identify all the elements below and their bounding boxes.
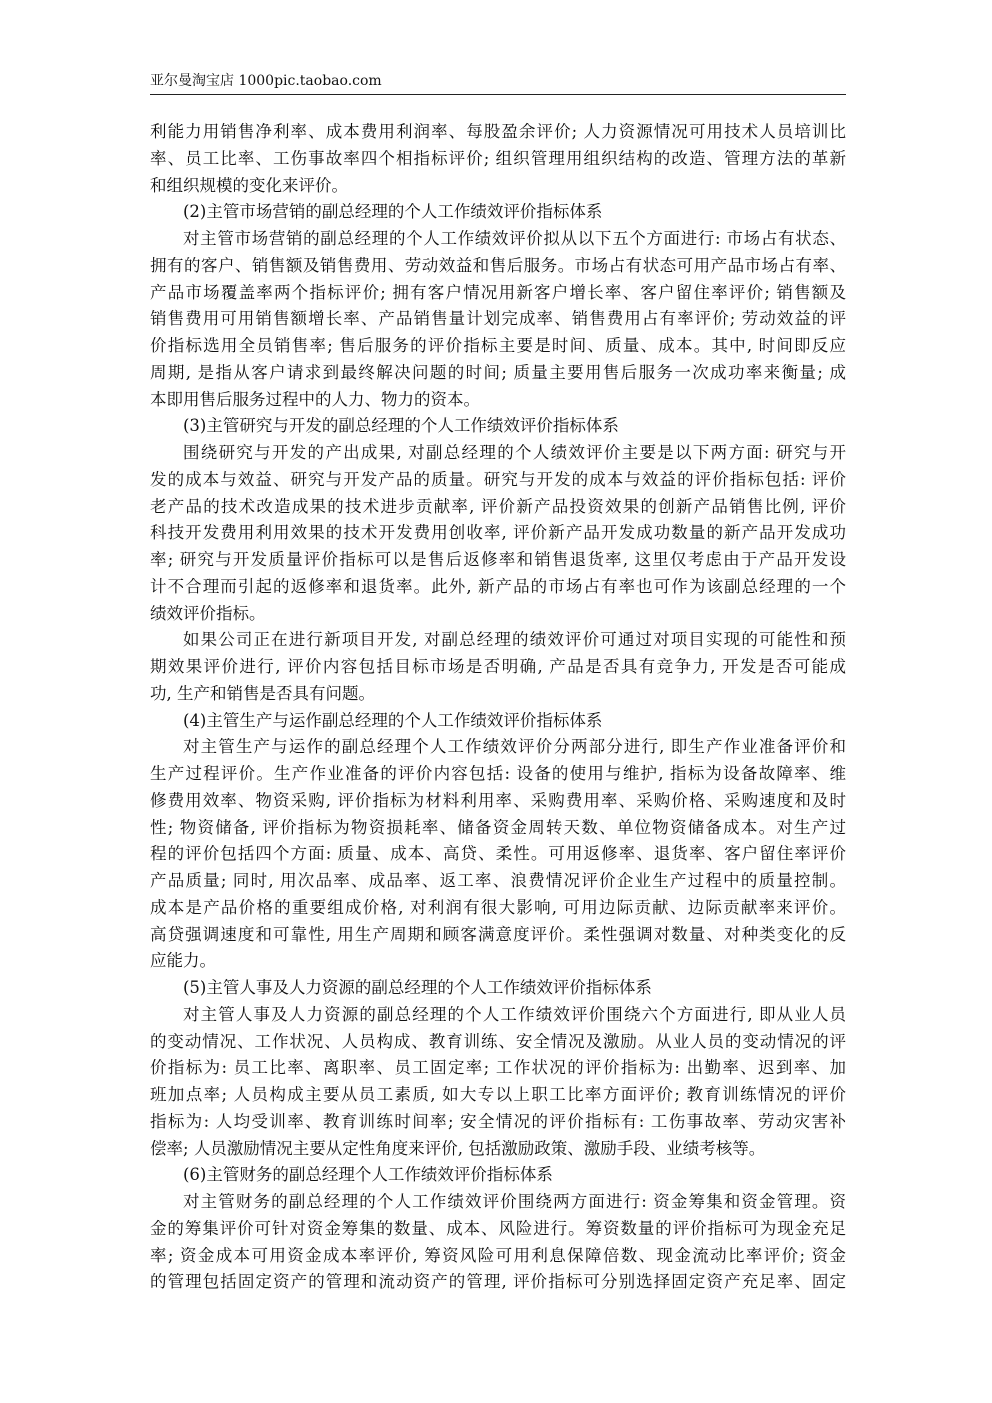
text-line: 拥有的客户、销售额及销售费用、劳动效益和售后服务。市场占有状态可用产品市场占有率、 (150, 255, 846, 275)
text-line: 科技开发费用利用效果的技术开发费用创收率, 评价新产品开发成功数量的新产品开发成功 (150, 523, 846, 543)
text-line: 生产过程评价。生产作业准备的评价内容包括: 设备的使用与维护, 指标为设备故障率、维 (150, 764, 846, 783)
section-heading: (6)主管财务的副总经理个人工作绩效评价指标体系 (183, 1165, 553, 1185)
header-text: 亚尔曼淘宝店 1000pic.taobao.com (150, 73, 382, 89)
text-line: 对主管生产与运作的副总经理个人工作绩效评价分两部分进行, 即生产作业准备评价和 (183, 737, 846, 757)
text-line: 围绕研究与开发的产出成果, 对副总经理的个人绩效评价主要是以下两方面: 研究与开 (183, 443, 846, 462)
section-heading: (5)主管人事及人力资源的副总经理的个人工作绩效评价指标体系 (183, 978, 652, 997)
text-line: 班加点率; 人员构成主要从员工素质, 如大专以上职工比率方面评价; 教育训练情况的评价 (150, 1085, 846, 1104)
text-line: 对主管财务的副总经理的个人工作绩效评价围绕两方面进行: 资金筹集和资金管理。资 (183, 1192, 846, 1211)
text-line: 价指标为: 员工比率、离职率、员工固定率; 工作状况的评价指标为: 出勤率、迟到率、加 (150, 1058, 846, 1078)
text-line: 本即用售后服务过程中的人力、物力的资本。 (150, 389, 480, 409)
text-line: 率、员工比率、工伤事故率四个相指标评价; 组织管理用组织结构的改造、管理方法的革新 (150, 148, 846, 168)
text-line: 高贷强调速度和可靠性, 用生产周期和顾客满意度评价。柔性强调对数量、对种类变化的反 (150, 924, 846, 944)
section-heading: (2)主管市场营销的副总经理的个人工作绩效评价指标体系 (183, 202, 603, 222)
text-line: 金的筹集评价可针对资金筹集的数量、成本、风险进行。筹资数量的评价指标可为现金充足 (150, 1218, 846, 1238)
text-line: 的管理包括固定资产的管理和流动资产的管理, 评价指标可分别选择固定资产充足率、固定 (150, 1272, 846, 1292)
text-line: 率; 资金成本可用资金成本率评价, 筹资风险可用利息保障倍数、现金流动比率评价; 资金 (150, 1245, 846, 1265)
text-line: 绩效评价指标。 (150, 603, 266, 623)
text-line: 率; 研究与开发质量评价指标可以是售后返修率和销售退货率, 这里仅考虑由于产品开发设 (150, 550, 846, 569)
text-line: 如果公司正在进行新项目开发, 对副总经理的绩效评价可通过对项目实现的可能性和预 (183, 630, 846, 650)
text-line: 价指标选用全员销售率; 售后服务的评价指标主要是时间、质量、成本。其中, 时间即反应 (150, 336, 846, 355)
text-line: 修费用效率、物资采购, 评价指标为材料利用率、采购费用率、采购价格、采购速度和及时 (150, 790, 846, 810)
text-line: 对主管人事及人力资源的副总经理的个人工作绩效评价围绕六个方面进行, 即从业人员 (183, 1004, 846, 1024)
body-text (150, 119, 846, 1296)
text-line: 功, 生产和销售是否具有问题。 (150, 683, 375, 703)
text-line: 计不合理而引起的返修率和退货率。此外, 新产品的市场占有率也可作为该副总经理的一个 (150, 576, 846, 596)
text-line: 的变动情况、工作状况、人员构成、教育训练、安全情况及激励。从业人员的变动情况的评 (150, 1031, 846, 1051)
text-line: 程的评价包括四个方面: 质量、成本、高贷、柔性。可用返修率、退货率、客户留住率评价 (150, 844, 846, 864)
text-line: 指标为: 人均受训率、教育训练时间率; 安全情况的评价指标有: 工伤事故率、劳动灾害补 (150, 1111, 846, 1131)
text-line: 发的成本与效益、研究与开发产品的质量。研究与开发的成本与效益的评价指标包括: 评价 (150, 469, 846, 489)
text-line: 老产品的技术改造成果的技术进步贡献率, 评价新产品投资效果的创新产品销售比例, 评价 (150, 496, 846, 516)
text-line: 产品质量; 同时, 用次品率、成品率、返工率、浪费情况评价企业生产过程中的质量控制。 (150, 871, 846, 890)
section-heading: (4)主管生产与运作副总经理的个人工作绩效评价指标体系 (183, 710, 603, 730)
page-header (150, 72, 846, 95)
text-line: 利能力用销售净利率、成本费用利润率、每股盈余评价; 人力资源情况可用技术人员培训比 (150, 122, 846, 141)
text-line: 产品市场覆盖率两个指标评价; 拥有客户情况用新客户增长率、客户留住率评价; 销售额及 (150, 282, 846, 302)
text-line: 应能力。 (150, 951, 216, 971)
section-heading: (3)主管研究与开发的副总经理的个人工作绩效评价指标体系 (183, 416, 619, 436)
text-line: 和组织规模的变化来评价。 (150, 175, 348, 195)
text-line: 对主管市场营销的副总经理的个人工作绩效评价拟从以下五个方面进行: 市场占有状态、 (183, 229, 846, 248)
text-line: 销售费用可用销售额增长率、产品销售量计划完成率、销售费用占有率评价; 劳动效益的评 (150, 309, 846, 329)
text-line: 成本是产品价格的重要组成价格, 对利润有很大影响, 可用边际贡献、边际贡献率来评价。 (150, 897, 846, 917)
text-line: 偿率; 人员激励情况主要从定性角度来评价, 包括激励政策、激励手段、业绩考核等。 (150, 1138, 766, 1158)
text-line: 性; 物资储备, 评价指标为物资损耗率、储备资金周转天数、单位物资储备成本。对生产过 (150, 817, 846, 837)
text-line: 期效果评价进行, 评价内容包括目标市场是否明确, 产品是否具有竞争力, 开发是否可能成 (150, 657, 846, 676)
text-line: 周期, 是指从客户请求到最终解决问题的时间; 质量主要用售后服务一次成功率来衡量; 成 (150, 362, 846, 382)
